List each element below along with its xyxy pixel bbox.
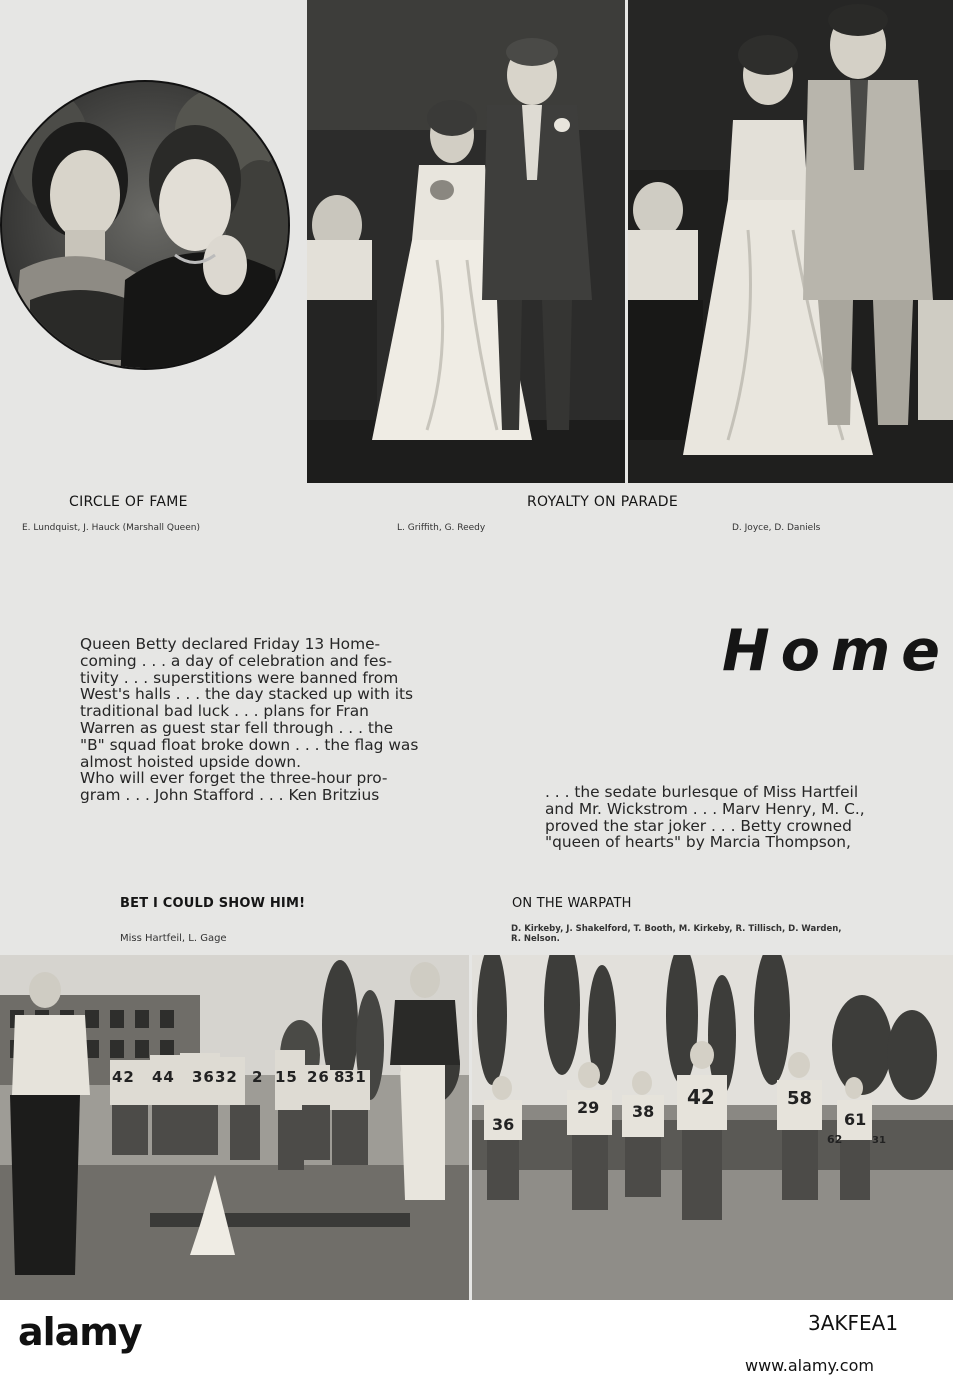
image-id: 3AKFEA1 [808, 1311, 899, 1335]
article-right-column [545, 784, 935, 851]
left-line-6: Warren as guest star fell through . . . the [80, 718, 394, 737]
caption-royalty-on-parade: ROYALTY ON PARADE [527, 494, 678, 510]
article-title: Home [722, 618, 951, 684]
right-line-3: proved the star joker . . . Betty crowned [545, 816, 852, 835]
right-line-4: "queen of hearts" by Marcia Thompson, [545, 833, 851, 852]
jersey-number: 31 [344, 1068, 367, 1086]
jersey-number: 42 [112, 1068, 135, 1086]
caption-royalty-names-right: D. Joyce, D. Daniels [732, 523, 821, 533]
jersey-number: 58 [787, 1088, 813, 1109]
hartfeil-gage-photo [0, 955, 469, 1300]
jersey-number: 42 [687, 1085, 715, 1109]
jersey-number: 8 [334, 1068, 346, 1086]
left-line-9: Who will ever forget the three-hour pro- [80, 769, 388, 788]
source-url: www.alamy.com [745, 1356, 874, 1375]
jersey-number: 44 [152, 1068, 175, 1086]
left-line-8: almost hoisted upside down. [80, 752, 302, 771]
warpath-photo [472, 955, 953, 1300]
alamy-logo: alamy [18, 1310, 142, 1354]
left-line-4: West's halls . . . the day stacked up with its [80, 685, 414, 704]
caption-bet-i-could-names: Miss Hartfeil, L. Gage [120, 933, 227, 944]
royalty-photo-joyce-daniels [628, 0, 953, 483]
article-left-column [80, 636, 440, 804]
caption-warpath: ON THE WARPATH [512, 896, 632, 911]
jersey-number: 36 [492, 1115, 515, 1134]
left-line-1: Queen Betty declared Friday 13 Home- [80, 635, 381, 653]
jersey-number: 38 [632, 1102, 655, 1121]
right-line-2: and Mr. Wickstrom . . . Marv Henry, M. C., [545, 799, 865, 818]
jersey-number: 15 [275, 1068, 298, 1086]
left-line-3: tivity . . . superstitions were banned from [80, 668, 399, 687]
left-line-5: traditional bad luck . . . plans for Fran [80, 702, 369, 721]
jersey-number: 62 [827, 1133, 843, 1146]
caption-bet-i-could: BET I COULD SHOW HIM! [120, 896, 306, 911]
jersey-number: 31 [872, 1135, 886, 1146]
caption-warpath-names-1: D. Kirkeby, J. Shakelford, T. Booth, M. Kirkeby, R. Tillisch, D. Warden, [511, 924, 842, 934]
caption-warpath-names-2: R. Nelson. [511, 934, 560, 944]
jersey-number: 2 [252, 1068, 264, 1086]
jersey-number: 26 [307, 1068, 330, 1086]
caption-royalty-names-left: L. Griffith, G. Reedy [397, 523, 486, 533]
jersey-number: 29 [577, 1098, 600, 1117]
royalty-photo-griffith-reedy [307, 0, 625, 483]
left-line-7: "B" squad float broke down . . . the flag was [80, 735, 419, 754]
jersey-number: 32 [215, 1068, 238, 1086]
left-line-2: coming . . . a day of celebration and fes- [80, 651, 393, 670]
circle-of-fame-photo [0, 0, 303, 483]
jersey-number: 36 [192, 1068, 215, 1086]
jersey-number: 61 [844, 1110, 867, 1129]
caption-circle-of-fame-names: E. Lundquist, J. Hauck (Marshall Queen) [22, 523, 200, 533]
left-line-10: gram . . . John Stafford . . . Ken Britzius [80, 786, 380, 805]
caption-circle-of-fame: CIRCLE OF FAME [69, 494, 188, 510]
right-line-1: . . . the sedate burlesque of Miss Hartfeil [545, 783, 859, 801]
